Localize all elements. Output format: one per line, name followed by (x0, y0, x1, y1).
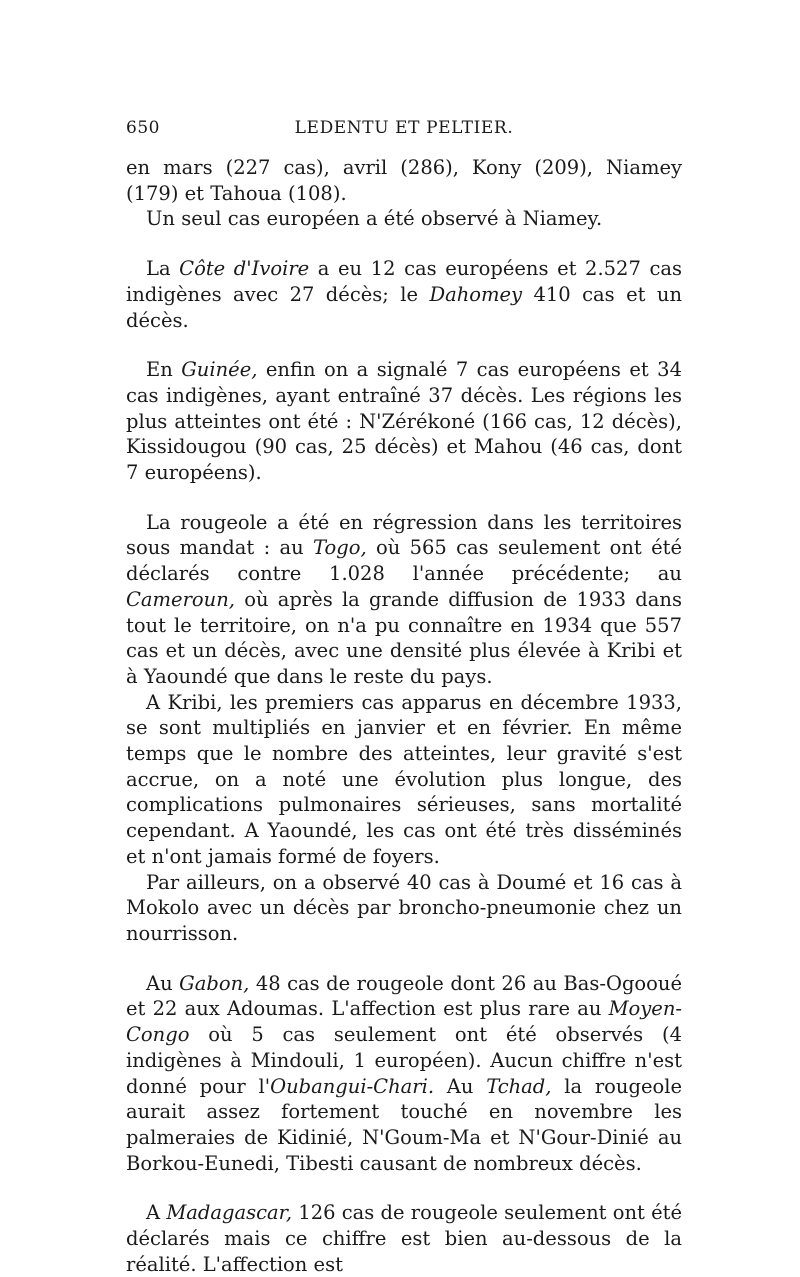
paragraph-madagascar (126, 1200, 682, 1277)
place-name: Gabon, (179, 971, 250, 995)
paragraph-niamey (126, 206, 682, 232)
place-name: Tchad, (486, 1074, 552, 1098)
paragraph-text: Au (434, 1074, 487, 1098)
body-text (126, 155, 682, 1277)
place-name: Madagascar, (166, 1201, 293, 1225)
paragraph-text: où après la grande diffusion de 1933 dans tout le territoire, on n'a pu connaître en 1934 que 557 cas et un décès, avec une densité plus élevée à Kribi et à Yaoundé que dans le reste du pays. (126, 587, 682, 688)
paragraph-text: où 5 cas seulement ont été observés (4 indigènes à Mindouli, 1 européen). Aucun chiffre n'est donné pour l' (126, 1023, 682, 1098)
place-name: Cameroun, (126, 587, 235, 611)
paragraph-text: 410 cas et un décès. (126, 282, 683, 332)
place-name: Guinée, (181, 358, 258, 382)
paragraph-text: 126 cas de rougeole seulement ont été déclarés mais ce chiffre est bien au-dessous de la réalité. L'affection est (126, 1201, 682, 1276)
paragraph-continuation (126, 155, 682, 206)
paragraph-text: Un seul cas européen a été observé à Niamey. (146, 207, 603, 231)
paragraph-kribi (126, 690, 682, 870)
paragraph-guinee (126, 357, 682, 486)
paragraph-text: A Kribi, les premiers cas apparus en décembre 1933, se sont multipliés en janvier et en février. En même temps que le nombre des atteintes, leur gravité s'est accrue, on a noté une évolution plus longue, des complications pulmonaires sérieuses, sans mortalité cependant. A Yaoundé, les cas ont été très disséminés et n'ont jamais formé de foyers. (126, 690, 682, 868)
paragraph-text: La rougeole a été en régression dans les territoires sous mandat : au (126, 510, 682, 560)
paragraph-text: enfin on a signalé 7 cas européens et 34 cas indigènes, ayant entraîné 37 décès. Les régions les plus atteintes ont été : N'Zérékoné (166 cas, 12 décès), Kissidougou (90 cas, 25 décès) et Mahou (46 cas, dont 7 européens). (126, 358, 682, 485)
paragraph-text: a eu 12 cas européens et 2.527 cas indigènes avec 27 décès; le (126, 257, 683, 306)
place-name: Côte d'Ivoire (179, 257, 310, 281)
page-number: 650 (126, 118, 160, 138)
paragraph-text: 48 cas de rougeole dont 26 au Bas-Ogooué et 22 aux Adoumas. L'affection est plus rare au (126, 971, 682, 1021)
place-name: Oubangui-Chari. (270, 1074, 435, 1098)
place-name: Dahomey (429, 282, 523, 306)
paragraph-doume (126, 870, 682, 947)
paragraph-text: la rougeole aurait assez fortement touché en novembre les palmeraies de Kidinié, N'Goum-Ma et N'Gour-Dinié au Borkou-Eunedi, Tibesti causant de nombreux décès. (126, 1074, 683, 1175)
paragraph-text: En (146, 358, 182, 382)
paragraph-text: A (146, 1201, 167, 1225)
place-name: Moyen-Congo (126, 997, 682, 1047)
paragraph-text: en mars (227 cas), avril (286), Kony (209), Niamey (179) et Tahoua (108). (126, 156, 682, 205)
paragraph-text: où 565 cas seulement ont été déclarés contre 1.028 l'année précédente; au (126, 536, 683, 586)
paragraph-gabon (126, 971, 682, 1177)
place-name: Togo, (312, 536, 367, 560)
running-title: LEDENTU ET PELTIER. (294, 118, 514, 138)
paragraph-text: Au (146, 971, 180, 995)
running-head (126, 118, 682, 140)
paragraph-mandat (126, 510, 682, 690)
paragraph-text: La (146, 257, 180, 281)
paragraph-cote-divoire (126, 256, 682, 333)
paragraph-text: Par ailleurs, on a observé 40 cas à Doumé et 16 cas à Mokolo avec un décès par broncho-pneumonie chez un nourrisson. (126, 870, 682, 945)
